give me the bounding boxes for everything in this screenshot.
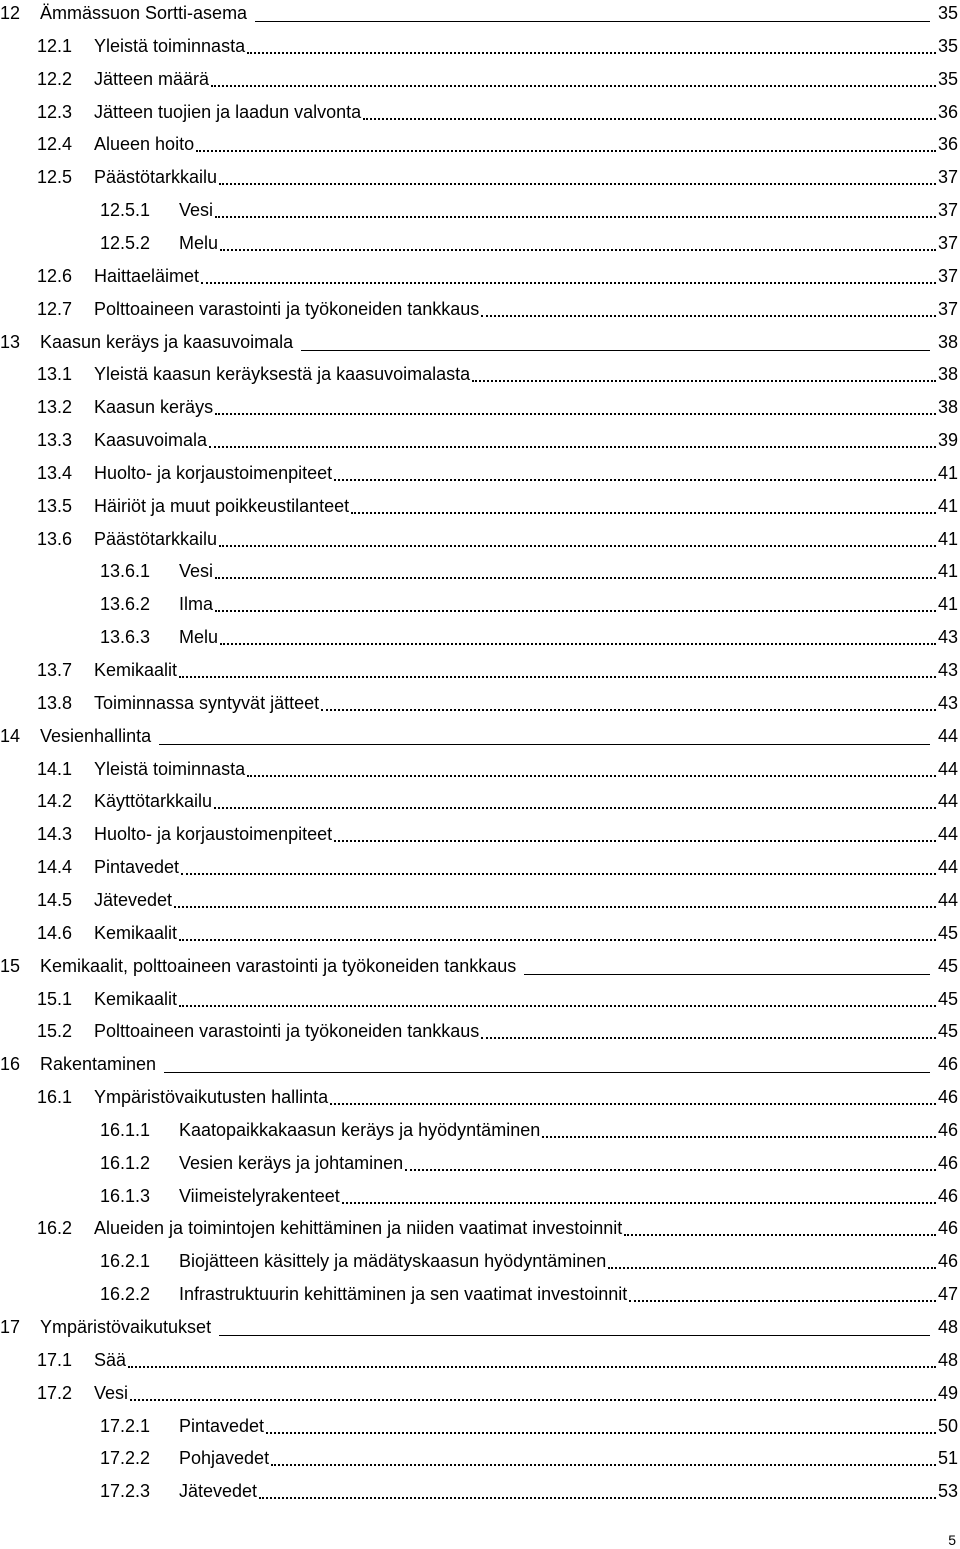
toc-leader-dots — [179, 664, 936, 678]
toc-entry-number: 13.1 — [37, 364, 73, 385]
toc-leader-line — [301, 336, 930, 351]
toc-entry-page: 51 — [937, 1448, 958, 1469]
toc-entry-level-3[interactable] — [100, 555, 958, 588]
toc-entry-number: 14 — [0, 725, 21, 746]
toc-leader-dots — [405, 1157, 936, 1171]
toc-entry-number: 16.1 — [37, 1087, 73, 1108]
toc-leader-dots — [271, 1452, 936, 1466]
toc-leader-dots — [181, 861, 936, 875]
toc-entry-title: Haittaeläimet — [94, 265, 200, 286]
toc-entry-number: 16.1.3 — [100, 1185, 151, 1206]
toc-entry-level-2[interactable] — [37, 818, 958, 851]
toc-entry-page: 43 — [937, 627, 958, 648]
toc-entry-title: Kaatopaikkakaasun keräys ja hyödyntäminen — [179, 1119, 541, 1140]
toc-entry-number: 13.5 — [37, 495, 73, 516]
toc-entry-page: 37 — [937, 167, 958, 188]
toc-entry-page: 39 — [937, 430, 958, 451]
toc-entry-title: Yleistä toiminnasta — [94, 35, 246, 56]
toc-entry-title: Jätteen tuojien ja laadun valvonta — [94, 101, 362, 122]
toc-entry-number: 13.6.3 — [100, 627, 151, 648]
toc-entry-level-2[interactable] — [37, 128, 958, 161]
toc-entry-title: Jätevedet — [94, 889, 173, 910]
toc-entry-page: 41 — [937, 528, 958, 549]
toc-entry-page: 37 — [937, 265, 958, 286]
toc-entry-number: 13 — [0, 331, 21, 352]
toc-entry-level-3[interactable] — [100, 621, 958, 654]
toc-entry-title: Päästötarkkailu — [94, 167, 218, 188]
toc-leader-dots — [351, 500, 936, 514]
toc-entry-number: 17.1 — [37, 1349, 73, 1370]
toc-entry-page: 44 — [937, 889, 958, 910]
toc-entry-page: 35 — [937, 3, 958, 23]
toc-entry-number: 16.1.1 — [100, 1119, 151, 1140]
toc-entry-level-2[interactable] — [37, 293, 958, 326]
toc-entry-page: 46 — [937, 1087, 958, 1108]
toc-entry-page: 41 — [937, 561, 958, 582]
toc-entry-level-2[interactable] — [37, 785, 958, 818]
toc-entry-title: Sää — [94, 1349, 127, 1370]
toc-entry-page: 44 — [937, 857, 958, 878]
toc-entry-page: 46 — [937, 1218, 958, 1239]
toc-entry-page: 53 — [937, 1481, 958, 1502]
toc-entry-level-2[interactable] — [37, 753, 958, 786]
toc-entry-page: 44 — [937, 725, 958, 746]
toc-entry-page: 48 — [937, 1317, 958, 1337]
toc-leader-dots — [128, 1354, 936, 1368]
toc-leader-dots — [481, 1025, 936, 1039]
toc-entry-title: Ämmässuon Sortti-asema — [40, 3, 248, 23]
toc-entry-level-3[interactable] — [100, 1245, 958, 1278]
toc-entry-number: 13.2 — [37, 397, 73, 418]
toc-leader-dots — [174, 894, 936, 908]
toc-entry-level-3[interactable] — [100, 194, 958, 227]
toc-entry-page: 44 — [937, 824, 958, 845]
toc-entry-page: 44 — [937, 758, 958, 779]
toc-entry-title: Kemikaalit, polttoaineen varastointi ja työkoneiden tankkaus — [40, 955, 517, 976]
toc-leader-dots — [330, 1091, 936, 1105]
toc-entry-level-2[interactable] — [37, 260, 958, 293]
toc-entry-title: Huolto- ja korjaustoimenpiteet — [94, 824, 333, 845]
toc-entry-page: 38 — [937, 331, 958, 352]
toc-leader-dots — [334, 467, 936, 481]
toc-leader-dots — [542, 1124, 936, 1138]
toc-leader-dots — [342, 1190, 936, 1204]
toc-leader-dots — [130, 1387, 936, 1401]
toc-entry-page: 46 — [937, 1152, 958, 1173]
toc-entry-page: 41 — [937, 594, 958, 615]
toc-entry-page: 44 — [937, 791, 958, 812]
toc-entry-number: 14.6 — [37, 922, 73, 943]
toc-entry-title: Polttoaineen varastointi ja työkoneiden tankkaus — [94, 1021, 480, 1042]
toc-entry-page: 37 — [937, 298, 958, 319]
toc-entry-level-2[interactable] — [37, 161, 958, 194]
toc-leader-dots — [481, 303, 936, 317]
toc-entry-level-3[interactable] — [100, 588, 958, 621]
toc-entry-level-1[interactable] — [0, 720, 958, 753]
toc-entry-title: Pohjavedet — [179, 1448, 270, 1469]
toc-entry-number: 15.2 — [37, 1021, 73, 1042]
toc-entry-number: 12.2 — [37, 68, 73, 89]
toc-leader-dots — [179, 993, 936, 1007]
toc-entry-level-1[interactable] — [0, 950, 958, 983]
toc-entry-level-3[interactable] — [100, 1180, 958, 1213]
toc-entry-number: 16.2 — [37, 1218, 73, 1239]
toc-leader-line — [159, 730, 930, 745]
toc-entry-level-1[interactable] — [0, 326, 958, 359]
toc-entry-number: 13.6 — [37, 528, 73, 549]
toc-leader-dots — [179, 927, 936, 941]
toc-entry-title: Kaasun keräys — [94, 397, 214, 418]
toc-entry-level-2[interactable] — [37, 884, 958, 917]
toc-leader-line — [219, 1321, 930, 1336]
toc-entry-level-2[interactable] — [37, 654, 958, 687]
toc-leader-dots — [214, 795, 936, 809]
toc-leader-dots — [629, 1288, 936, 1302]
toc-leader-line — [164, 1058, 930, 1073]
toc-entry-level-2[interactable] — [37, 457, 958, 490]
toc-entry-number: 13.7 — [37, 660, 73, 680]
toc-leader-dots — [220, 237, 936, 251]
toc-entry-level-2[interactable] — [37, 1377, 958, 1410]
toc-leader-dots — [266, 1420, 936, 1434]
toc-entry-page: 37 — [937, 200, 958, 221]
toc-entry-page: 35 — [937, 68, 958, 89]
toc-entry-page: 49 — [937, 1382, 958, 1403]
toc-entry-number: 13.4 — [37, 462, 73, 483]
toc-entry-page: 46 — [937, 1119, 958, 1140]
toc-entry-title: Toiminnassa syntyvät jätteet — [94, 692, 320, 713]
toc-entry-number: 14.2 — [37, 791, 73, 812]
toc-leader-dots — [215, 598, 936, 612]
toc-leader-dots — [215, 204, 936, 218]
toc-entry-page: 45 — [937, 988, 958, 1009]
toc-entry-level-2[interactable] — [37, 983, 958, 1016]
toc-entry-title: Jätteen määrä — [94, 68, 210, 89]
toc-entry-page: 35 — [937, 35, 958, 56]
toc-entry-title: Huolto- ja korjaustoimenpiteet — [94, 462, 333, 483]
toc-entry-number: 12.6 — [37, 265, 73, 286]
toc-entry-number: 12.5.2 — [100, 232, 151, 253]
toc-entry-number: 12.7 — [37, 298, 73, 319]
toc-entry-title: Pintavedet — [179, 1415, 265, 1436]
toc-entry-page: 46 — [937, 1251, 958, 1272]
toc-entry-title: Käyttötarkkailu — [94, 791, 213, 812]
toc-entry-title: Kaasuvoimala — [94, 430, 208, 451]
toc-entry-level-2[interactable] — [37, 63, 958, 96]
toc-entry-number: 14.5 — [37, 889, 73, 910]
toc-leader-dots — [215, 401, 936, 415]
toc-entry-title: Yleistä kaasun keräyksestä ja kaasuvoimalasta — [94, 364, 471, 385]
toc-entry-number: 13.8 — [37, 692, 73, 713]
toc-leader-dots — [247, 763, 936, 777]
toc-entry-level-3[interactable] — [100, 1410, 958, 1443]
toc-leader-dots — [201, 270, 936, 284]
toc-entry-page: 43 — [937, 692, 958, 713]
toc-entry-title: Vesi — [94, 1382, 129, 1403]
toc-entry-level-2[interactable] — [37, 1081, 958, 1114]
toc-entry-level-2[interactable] — [37, 523, 958, 556]
toc-entry-page: 45 — [937, 922, 958, 943]
toc-entry-number: 12.1 — [37, 35, 73, 56]
toc-entry-title: Jätevedet — [179, 1481, 258, 1502]
toc-entry-title: Biojätteen käsittely ja mädätyskaasun hyödyntäminen — [179, 1251, 607, 1272]
toc-entry-page: 37 — [937, 232, 958, 253]
toc-entry-number: 13.6.2 — [100, 594, 151, 615]
toc-leader-dots — [334, 828, 936, 842]
toc-entry-level-3[interactable] — [100, 1278, 958, 1311]
toc-entry-number: 17.2.2 — [100, 1448, 151, 1469]
toc-entry-level-2[interactable] — [37, 1212, 958, 1245]
toc-entry-page: 45 — [937, 1021, 958, 1042]
toc-entry-page: 41 — [937, 462, 958, 483]
toc-leader-dots — [196, 138, 936, 152]
toc-entry-title: Polttoaineen varastointi ja työkoneiden tankkaus — [94, 298, 480, 319]
toc-entry-page: 36 — [937, 134, 958, 155]
toc-entry-title: Ympäristövaikutusten hallinta — [94, 1087, 329, 1108]
toc-entry-number: 14.4 — [37, 857, 73, 878]
toc-entry-level-2[interactable] — [37, 490, 958, 523]
toc-entry-level-2[interactable] — [37, 851, 958, 884]
toc-entry-page: 41 — [937, 495, 958, 516]
toc-entry-number: 14.1 — [37, 758, 73, 779]
toc-entry-level-2[interactable] — [37, 424, 958, 457]
toc-entry-page: 38 — [937, 397, 958, 418]
toc-leader-dots — [624, 1222, 936, 1236]
toc-entry-title: Alueen hoito — [94, 134, 195, 155]
toc-leader-dots — [209, 434, 936, 448]
toc-entry-title: Melu — [179, 232, 219, 253]
toc-entry-page: 50 — [937, 1415, 958, 1436]
toc-entry-page: 47 — [937, 1284, 958, 1305]
toc-entry-number: 12.3 — [37, 101, 73, 122]
toc-entry-page: 46 — [937, 1054, 958, 1075]
toc-entry-number: 16.2.1 — [100, 1251, 151, 1272]
toc-entry-level-2[interactable] — [37, 1344, 958, 1377]
toc-entry-number: 17.2.3 — [100, 1481, 151, 1502]
toc-leader-dots — [321, 697, 936, 711]
toc-entry-level-1[interactable] — [0, 1048, 958, 1081]
toc-leader-dots — [247, 40, 936, 54]
toc-entry-title: Yleistä toiminnasta — [94, 758, 246, 779]
toc-entry-title: Vesien keräys ja johtaminen — [179, 1152, 404, 1173]
toc-entry-title: Kemikaalit — [94, 660, 178, 680]
toc-entry-title: Ilma — [179, 594, 214, 615]
toc-entry-title: Alueiden ja toimintojen kehittäminen ja niiden vaatimat investoinnit — [94, 1218, 623, 1239]
toc-entry-number: 16.2.2 — [100, 1284, 151, 1305]
toc-entry-level-2[interactable] — [37, 391, 958, 424]
toc-entry-title: Häiriöt ja muut poikkeustilanteet — [94, 495, 350, 516]
toc-entry-title: Ympäristövaikutukset — [40, 1317, 212, 1337]
toc-leader-dots — [259, 1485, 936, 1499]
toc-entry-number: 14.3 — [37, 824, 73, 845]
toc-leader-dots — [220, 631, 936, 645]
toc-entry-title: Melu — [179, 627, 219, 648]
toc-entry-page: 48 — [937, 1349, 958, 1370]
toc-entry-title: Vesienhallinta — [40, 725, 152, 746]
toc-leader-dots — [211, 73, 936, 87]
toc-entry-title: Päästötarkkailu — [94, 528, 218, 549]
toc-entry-level-1[interactable] — [0, 0, 958, 30]
toc-entry-level-3[interactable] — [100, 1147, 958, 1180]
toc-entry-number: 15 — [0, 955, 21, 976]
toc-entry-level-2[interactable] — [37, 917, 958, 950]
toc-entry-title: Infrastruktuurin kehittäminen ja sen vaatimat investoinnit — [179, 1284, 628, 1305]
toc-entry-level-2[interactable] — [37, 30, 958, 63]
toc-entry-title: Kemikaalit — [94, 922, 178, 943]
toc-entry-page: 36 — [937, 101, 958, 122]
toc-leader-dots — [363, 106, 936, 120]
toc-entry-number: 12.4 — [37, 134, 73, 155]
toc-entry-level-3[interactable] — [100, 227, 958, 260]
toc-entry-title: Vesi — [179, 561, 214, 582]
toc-entry-title: Pintavedet — [94, 857, 180, 878]
toc-entry-level-2[interactable] — [37, 96, 958, 129]
toc-entry-level-3[interactable] — [100, 1442, 958, 1475]
toc-entry-level-1[interactable] — [0, 1311, 958, 1344]
toc-entry-page: 38 — [937, 364, 958, 385]
toc-entry-title: Vesi — [179, 200, 214, 221]
toc-entry-number: 13.6.1 — [100, 561, 151, 582]
toc-entry-number: 12 — [0, 3, 21, 23]
toc-leader-dots — [215, 565, 936, 579]
toc-entry-title: Kemikaalit — [94, 988, 178, 1009]
toc-entry-number: 17.2 — [37, 1382, 73, 1403]
toc-leader-dots — [472, 368, 936, 382]
toc-entry-level-2[interactable] — [37, 358, 958, 391]
toc-entry-level-3[interactable] — [100, 1475, 958, 1508]
toc-entry-title: Viimeistelyrakenteet — [179, 1185, 340, 1206]
toc-entry-title: Rakentaminen — [40, 1054, 157, 1075]
toc-entry-page: 43 — [937, 660, 958, 680]
toc-entry-number: 15.1 — [37, 988, 73, 1009]
toc-leader-line — [524, 960, 930, 975]
toc-entry-number: 17 — [0, 1317, 21, 1337]
toc-entry-level-2[interactable] — [37, 1015, 958, 1048]
toc-entry-number: 17.2.1 — [100, 1415, 151, 1436]
toc-entry-page: 45 — [937, 955, 958, 976]
toc-entry-level-3[interactable] — [100, 1114, 958, 1147]
toc-leader-dots — [608, 1255, 936, 1269]
toc-entry-number: 16.1.2 — [100, 1152, 151, 1173]
toc-leader-line — [255, 7, 930, 22]
toc-entry-number: 12.5.1 — [100, 200, 151, 221]
toc-entry-number: 12.5 — [37, 167, 73, 188]
toc-entry-page: 46 — [937, 1185, 958, 1206]
toc-leader-dots — [219, 533, 936, 547]
toc-entry-number: 16 — [0, 1054, 21, 1075]
toc-entry-level-2[interactable] — [37, 687, 958, 720]
page-number: 5 — [948, 1532, 956, 1548]
toc-entry-title: Kaasun keräys ja kaasuvoimala — [40, 331, 294, 352]
toc-leader-dots — [219, 171, 936, 185]
toc-entry-number: 13.3 — [37, 430, 73, 451]
